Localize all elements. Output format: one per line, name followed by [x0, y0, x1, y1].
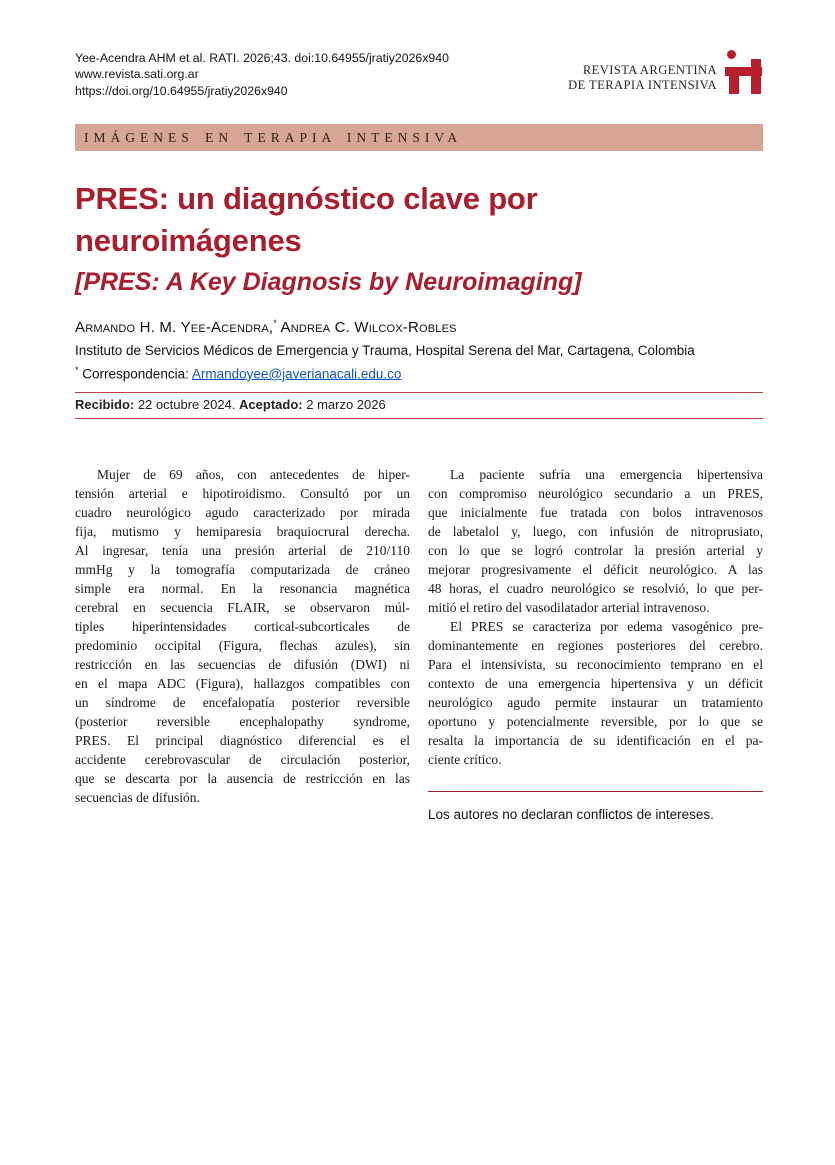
- body-line: dominantemente en regiones posteriores del cerebro.: [428, 638, 763, 654]
- doi-url: https://doi.org/10.64955/jratiy2026x940: [75, 83, 288, 98]
- body-line: con compromiso neurológico secundario a un PRES,: [428, 486, 763, 502]
- body-paragraph: [428, 617, 763, 769]
- body-line: que inicialmente fue tratada con bolos intravenosos: [428, 505, 763, 521]
- dates-strip: [75, 392, 763, 419]
- body-line: (posterior reversible encephalopathy syndrome,: [75, 714, 410, 730]
- body-line: Mujer de 69 años, con antecedentes de hiper-: [97, 467, 410, 483]
- author-2: Andrea C. Wilcox-Robles: [277, 318, 457, 336]
- body-line: un síndrome de encefalopatía posterior reversible: [75, 695, 410, 711]
- accepted-label: Aceptado:: [239, 397, 303, 413]
- body-line: cerebral en secuencia FLAIR, se observaron múl-: [75, 600, 410, 616]
- body-line: cuadro neurológico agudo caracterizado por mirada: [75, 505, 410, 521]
- received-value: 22 octubre 2024.: [134, 397, 240, 413]
- correspondence-marker: *: [273, 317, 277, 328]
- journal-brand: [568, 50, 763, 94]
- body-line: tensión arterial e hipotiroidismo. Consultó por un: [75, 486, 410, 502]
- body-line: resalta la importancia de su identificación en el pa-: [428, 733, 763, 749]
- logo-left-leg: [729, 76, 739, 94]
- body-line: contexto de una emergencia hipertensiva y un déficit: [428, 676, 763, 692]
- section-banner: IMÁGENES EN TERAPIA INTENSIVA: [75, 124, 763, 151]
- body-line: secuencias de difusión.: [75, 790, 200, 806]
- article-title-es: PRES: un diagnóstico clave por neuroimágenes: [75, 180, 538, 258]
- body-line: Al ingresar, tenía una presión arterial de 210/110: [75, 543, 410, 559]
- authors-line: [75, 318, 763, 336]
- correspondence-asterisk: *: [75, 364, 79, 375]
- sati-person-logo-icon: [725, 50, 763, 94]
- body-line: accidente cerebrovascular de circulación posterior,: [75, 752, 410, 768]
- body-line: con lo que se logró controlar la presión arterial y: [428, 543, 763, 559]
- logo-right-stem: [751, 59, 761, 94]
- body-line: restricción en las secuencias de difusión (DWI) ni: [75, 657, 410, 673]
- conflict-divider-rule: [428, 791, 763, 792]
- right-column-text: [428, 465, 763, 769]
- journal-name: [568, 63, 717, 93]
- body-line: tiples hiperintensidades cortical-subcorticales de: [75, 619, 410, 635]
- correspondence-label: Correspondencia:: [78, 366, 192, 382]
- body-line: oportuno y potencialmente reversible, por lo que se: [428, 714, 763, 730]
- page-header: [75, 50, 763, 99]
- body-line: simple era normal. En la resonancia magnética: [75, 581, 410, 597]
- body-line: Para el intensivista, su reconocimiento temprano en el: [428, 657, 763, 673]
- conflict-of-interest-note: Los autores no declaran conflictos de intereses.: [428, 807, 714, 823]
- body-line: que se descarta por la ausencia de restricción en las: [75, 771, 410, 787]
- body-paragraph: [75, 465, 410, 807]
- correspondence-email-link[interactable]: Armandoyee@javerianacali.edu.co: [191, 366, 402, 382]
- received-label: Recibido:: [75, 397, 135, 413]
- body-line: PRES. El principal diagnóstico diferencial es el: [75, 733, 410, 749]
- body-line: mitió el retiro del vasodilatador arterial intravenoso.: [428, 600, 710, 616]
- article-body: [75, 465, 763, 824]
- journal-name-line1: REVISTA ARGENTINA: [582, 63, 717, 77]
- article-title-en: [PRES: A Key Diagnosis by Neuroimaging]: [75, 267, 582, 296]
- body-line: de labetalol y, luego, con infusión de nitroprusiato,: [428, 524, 763, 540]
- body-line: en el mapa ADC (Figura), hallazgos compatibles con: [75, 676, 410, 692]
- body-line: mejorar progresivamente el déficit neurológico. A las: [428, 562, 763, 578]
- affiliation-line: Instituto de Servicios Médicos de Emergencia y Trauma, Hospital Serena del Mar, Cartagena, Colombia: [75, 342, 695, 358]
- body-line: mmHg y la tomografía computarizada de cráneo: [75, 562, 410, 578]
- body-paragraph: [428, 465, 763, 617]
- correspondence-line: [75, 365, 763, 382]
- left-column: [75, 465, 410, 824]
- author-1: Armando H. M. Yee-Acendra,: [75, 318, 274, 336]
- journal-name-line2: DE TERAPIA INTENSIVA: [568, 78, 717, 93]
- body-line: El PRES se caracteriza por edema vasogénico pre-: [450, 619, 763, 635]
- body-line: predominio occipital (Figura, flechas azules), sin: [75, 638, 410, 654]
- right-column: [428, 465, 763, 824]
- logo-head-dot: [727, 50, 736, 59]
- journal-url: www.revista.sati.org.ar: [75, 67, 199, 82]
- body-line: ciente crítico.: [428, 752, 502, 768]
- body-line: fija, mutismo y hemiparesia braquiocrural derecha.: [75, 524, 410, 540]
- accepted-value: 2 marzo 2026: [302, 397, 386, 413]
- citation-line: Yee-Acendra AHM et al. RATI. 2026;43. doi:10.64955/jratiy2026x940: [75, 51, 449, 65]
- body-line: 48 horas, el cuadro neurológico se resolvió, lo que per-: [428, 581, 763, 597]
- body-line: neurológico agudo permite instaurar un tratamiento: [428, 695, 763, 711]
- body-line: La paciente sufría una emergencia hipertensiva: [450, 467, 763, 483]
- citation-meta: [75, 50, 449, 99]
